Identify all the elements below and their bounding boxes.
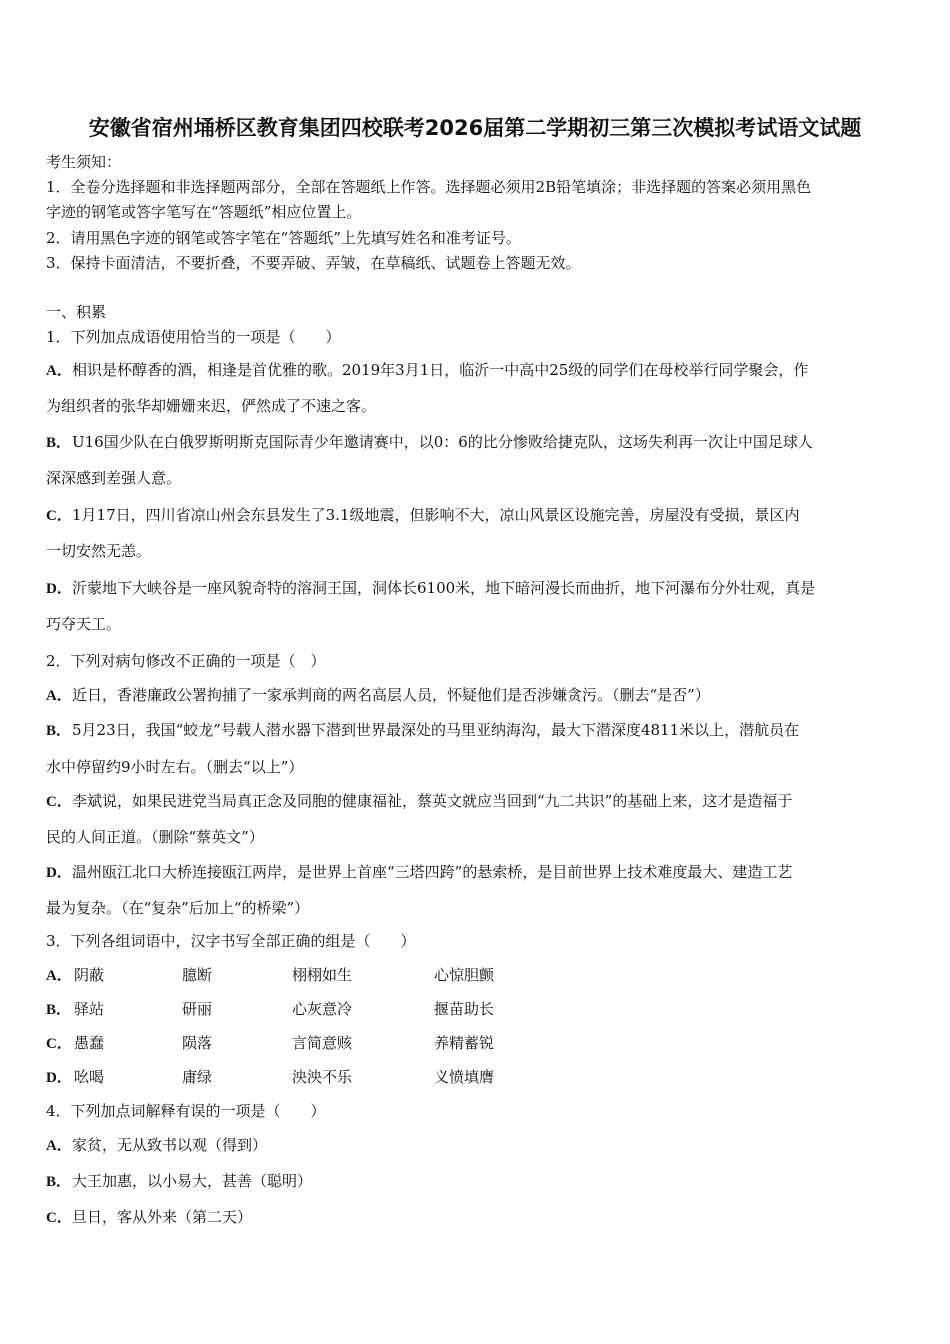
q4-option-b xyxy=(46,1171,312,1192)
exam-title: 安徽省宿州埇桥区教育集团四校联考2026届第二学期初三第三次模拟考试语文试题 xyxy=(88,116,862,140)
notice-line: 3．保持卡面清洁，不要折叠，不要弄破、弄皱，在草稿纸、试题卷上答题无效。 xyxy=(46,254,581,272)
option-text: 李斌说，如果民进党当局真正念及同胞的健康福祉，蔡英文就应当回到“九二共识”的基础上来，这才是造福于 xyxy=(72,792,793,810)
word: 义愤填膺 xyxy=(434,1068,495,1086)
q3-row-d xyxy=(46,1067,495,1088)
q2-option-b-cont: 水中停留约9小时左右。（删去“以上”） xyxy=(46,758,304,776)
option-text: 旦日，客从外来（第二天） xyxy=(72,1208,253,1226)
option-label: D． xyxy=(46,865,72,881)
word: 陨落 xyxy=(182,1034,213,1052)
question-2-stem: 2．下列对病句修改不正确的一项是（ ） xyxy=(46,652,326,670)
option-label: A． xyxy=(46,1138,72,1154)
question-3-stem: 3．下列各组词语中，汉字书写全部正确的组是（ ） xyxy=(46,932,416,950)
word: 养精蓄锐 xyxy=(434,1034,495,1052)
option-label: C． xyxy=(46,1036,72,1052)
notice-line: 字迹的钢笔或答字笔写在“答题纸”相应位置上。 xyxy=(46,203,362,221)
q4-option-a xyxy=(46,1135,267,1156)
word: 栩栩如生 xyxy=(292,966,353,984)
q1-option-a-cont: 为组织者的张华却姗姗来迟，俨然成了不速之客。 xyxy=(46,397,377,415)
notice-line: 2．请用黑色字迹的钢笔或答字笔在“答题纸”上先填写姓名和准考证号。 xyxy=(46,229,521,247)
question-4-stem: 4．下列加点词解释有误的一项是（ ） xyxy=(46,1102,326,1120)
option-label: A． xyxy=(46,968,72,984)
option-label: B． xyxy=(46,1174,72,1190)
word: 吆喝 xyxy=(74,1068,105,1086)
option-label: C． xyxy=(46,794,72,810)
option-label: B． xyxy=(46,723,72,739)
q1-option-b xyxy=(46,432,813,453)
word: 臆断 xyxy=(182,966,213,984)
q1-option-b-cont: 深深感到差强人意。 xyxy=(46,469,182,487)
q4-option-c xyxy=(46,1207,252,1228)
option-text: 近日，香港廉政公署拘捕了一家承判商的两名高层人员，怀疑他们是否涉嫌贪污。（删去“是否”） xyxy=(72,686,710,704)
option-label: C． xyxy=(46,508,72,524)
word: 驿站 xyxy=(74,1000,105,1018)
option-label: D． xyxy=(46,581,72,597)
word: 庸绿 xyxy=(182,1068,213,1086)
word: 言简意赅 xyxy=(292,1034,353,1052)
q2-option-b xyxy=(46,720,799,741)
q2-option-c xyxy=(46,791,792,812)
option-label: D． xyxy=(46,1070,72,1086)
word: 心灰意冷 xyxy=(292,1000,353,1018)
notice-heading: 考生须知： xyxy=(46,153,122,171)
option-text: 大王加惠，以小易大，甚善（聪明） xyxy=(72,1172,313,1190)
option-text: 5月23日，我国“蛟龙”号载人潜水器下潜到世界最深处的马里亚纳海沟，最大下潜深度4811米以上，潜航员在 xyxy=(72,721,800,739)
option-text: 相识是杯醇香的酒，相逢是首优雅的歌。2019年3月1日，临沂一中高中25级的同学们在母校举行同学聚会，作 xyxy=(72,361,809,379)
question-1-stem: 1．下列加点成语使用恰当的一项是（ ） xyxy=(46,328,341,346)
option-text: 沂蒙地下大峡谷是一座风貌奇特的溶洞王国，洞体长6100米，地下暗河漫长而曲折，地下河瀑布分外壮观，真是 xyxy=(72,579,816,597)
option-text: 温州瓯江北口大桥连接瓯江两岸，是世界上首座“三塔四跨”的悬索桥，是目前世界上技术难度最大、建造工艺 xyxy=(72,863,793,881)
option-text: 1月17日，四川省凉山州会东县发生了3.1级地震，但影响不大，凉山风景区设施完善，房屋没有受损，景区内 xyxy=(72,506,800,524)
option-label: A． xyxy=(46,688,72,704)
option-label: A． xyxy=(46,363,72,379)
q1-option-c-cont: 一切安然无恙。 xyxy=(46,542,152,560)
option-label: C． xyxy=(46,1210,72,1226)
q2-option-d-cont: 最为复杂。（在“复杂”后加上“的桥梁”） xyxy=(46,899,310,917)
q1-option-c xyxy=(46,505,800,526)
q1-option-d xyxy=(46,578,815,599)
q2-option-c-cont: 民的人间正道。（删除“蔡英文”） xyxy=(46,828,264,846)
option-text: U16国少队在白俄罗斯明斯克国际青少年邀请赛中，以0：6的比分惨败给捷克队，这场失利再一次让中国足球人 xyxy=(72,433,813,451)
option-label: B． xyxy=(46,435,72,451)
word: 研丽 xyxy=(182,1000,213,1018)
option-text: 家贫，无从致书以观（得到） xyxy=(72,1136,268,1154)
word: 阴蔽 xyxy=(74,966,105,984)
notice-line: 1．全卷分选择题和非选择题两部分，全部在答题纸上作答。选择题必须用2B铅笔填涂；非选择题的答案必须用黑色 xyxy=(46,178,812,196)
section-heading: 一、积累 xyxy=(46,303,107,321)
q1-option-d-cont: 巧夺天工。 xyxy=(46,615,122,633)
q3-row-c xyxy=(46,1033,495,1054)
word: 愚蠢 xyxy=(74,1034,105,1052)
word: 心惊胆颤 xyxy=(434,966,495,984)
q2-option-a xyxy=(46,685,710,706)
option-label: B． xyxy=(46,1002,72,1018)
word: 泱泱不乐 xyxy=(292,1068,353,1086)
word: 揠苗助长 xyxy=(434,1000,495,1018)
q3-row-b xyxy=(46,999,495,1020)
q2-option-d xyxy=(46,862,792,883)
q1-option-a xyxy=(46,360,808,381)
q3-row-a xyxy=(46,965,495,986)
